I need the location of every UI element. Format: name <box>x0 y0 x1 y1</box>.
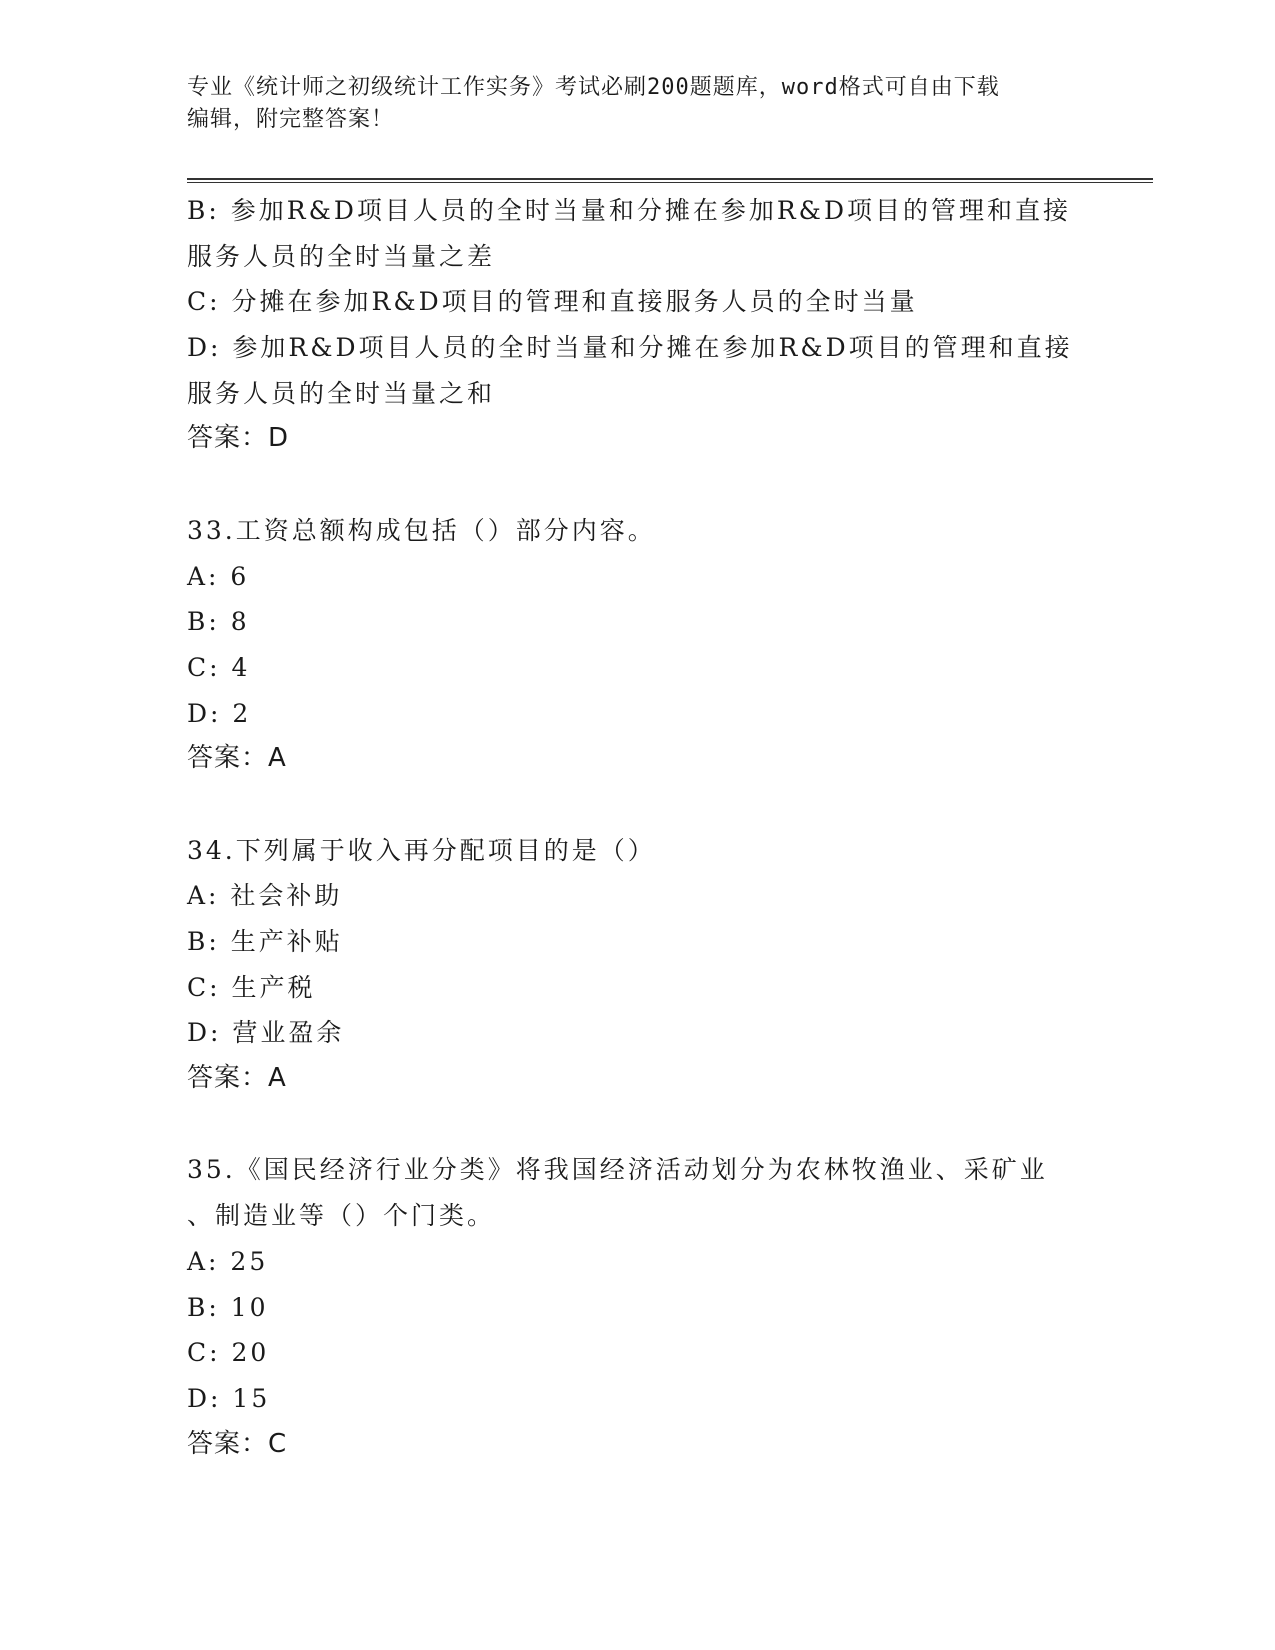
answer-label: 答案：D <box>187 423 290 454</box>
option-b: B: 8 <box>187 607 250 637</box>
option-d: D: 15 <box>187 1383 271 1413</box>
option-text: C: 分摊在参加R&D项目的管理和直接服务人员的全时当量 <box>187 287 918 317</box>
option-text: D: 参加R&D项目人员的全时当量和分摊在参加R&D项目的管理和直接 <box>187 333 1073 363</box>
header-line: 专业《统计师之初级统计工作实务》考试必刷200题题库，word格式可自由下载 <box>187 75 1000 100</box>
option-a: A: 6 <box>187 561 250 591</box>
answer-label: 答案：C <box>187 1428 288 1459</box>
question-stem: 34.下列属于收入再分配项目的是（） <box>187 835 656 865</box>
question-stem: 33.工资总额构成包括（）部分内容。 <box>187 515 656 545</box>
question-list <box>187 188 1087 1467</box>
option-b: B: 10 <box>187 1292 269 1322</box>
option-d: D: 2 <box>187 698 252 728</box>
option-text: B: 参加R&D项目人员的全时当量和分摊在参加R&D项目的管理和直接 <box>187 196 1071 225</box>
question-stem: 35.《国民经济行业分类》将我国经济活动划分为农林牧渔业、采矿业 <box>187 1155 1048 1185</box>
spacer <box>187 782 1087 828</box>
spacer <box>187 1102 1087 1148</box>
option-d: D: 营业盈余 <box>187 1018 345 1048</box>
option-b: B: 生产补贴 <box>187 927 343 956</box>
option-text: 服务人员的全时当量之差 <box>187 241 496 271</box>
option-a: A: 社会补助 <box>187 881 343 911</box>
question-block-34 <box>187 828 1087 1102</box>
spacer <box>187 462 1087 508</box>
option-a: A: 25 <box>187 1246 269 1276</box>
header-divider <box>187 178 1153 180</box>
question-stem: 、制造业等（）个门类。 <box>187 1201 496 1231</box>
question-block-33 <box>187 508 1087 782</box>
question-block-previous <box>187 188 1087 462</box>
header-divider <box>187 182 1153 183</box>
option-c: C: 生产税 <box>187 972 316 1002</box>
option-c: C: 4 <box>187 652 251 682</box>
question-block-35 <box>187 1147 1087 1467</box>
answer-label: 答案：A <box>187 1063 287 1094</box>
header-line: 编辑，附完整答案！ <box>187 107 395 132</box>
option-c: C: 20 <box>187 1338 270 1368</box>
answer-label: 答案：A <box>187 743 287 774</box>
option-text: 服务人员的全时当量之和 <box>187 378 496 408</box>
document-header <box>187 72 1067 136</box>
